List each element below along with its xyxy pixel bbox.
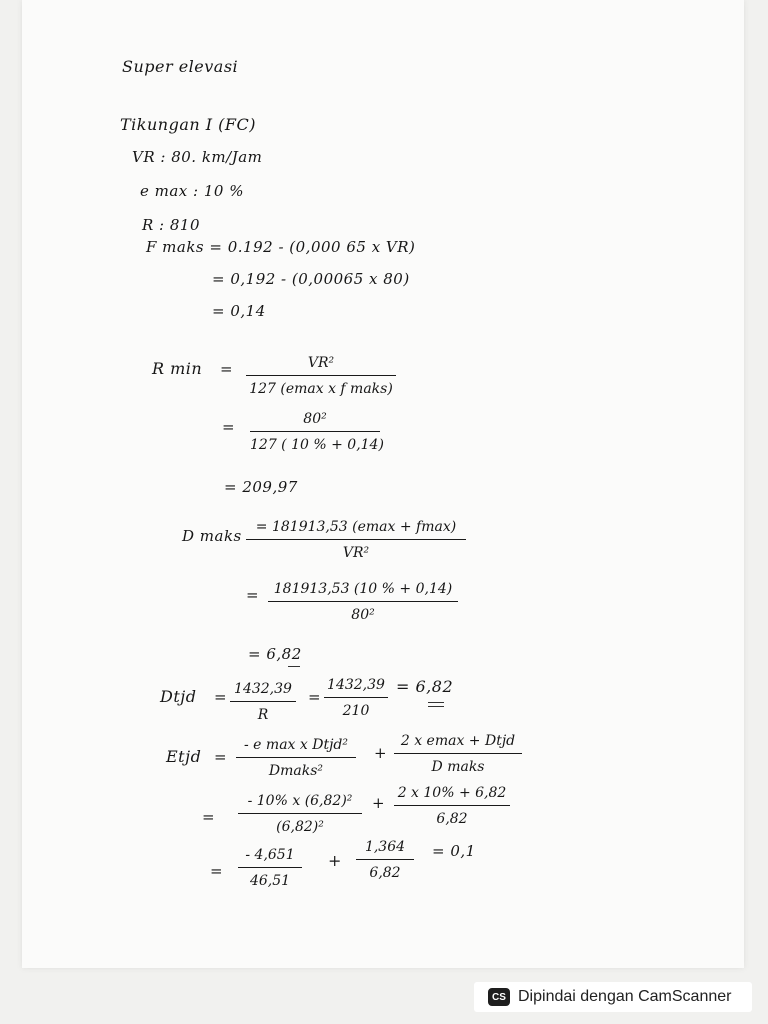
fraction-bar bbox=[238, 813, 362, 814]
rmin-fraction-1 bbox=[246, 354, 396, 398]
dtjd-fraction-2-denominator: 210 bbox=[342, 703, 370, 719]
etjd-fraction-1-numerator: - e max x Dtjd² bbox=[244, 737, 348, 753]
dtjd-fraction-2 bbox=[324, 676, 388, 720]
dmaks-equals-2: = bbox=[246, 586, 260, 604]
design-speed-line: VR : 80. km/Jam bbox=[132, 148, 263, 166]
rmin-result: = 209,97 bbox=[224, 478, 298, 496]
dtjd-equals-2: = bbox=[308, 688, 322, 706]
etjd-equals-3: = bbox=[210, 862, 224, 880]
section-heading: Tikungan I (FC) bbox=[120, 115, 256, 134]
etjd-fraction-3-denominator: (6,82)² bbox=[276, 819, 324, 835]
emax-line: e max : 10 % bbox=[140, 182, 244, 200]
rmin-fraction-1-numerator: VR² bbox=[307, 355, 335, 371]
etjd-label: Etjd bbox=[166, 747, 202, 766]
etjd-fraction-3 bbox=[238, 792, 362, 836]
etjd-plus-3: + bbox=[328, 851, 342, 870]
etjd-fraction-4 bbox=[394, 784, 510, 828]
fraction-bar bbox=[236, 757, 356, 758]
rmin-equals-1: = bbox=[220, 360, 234, 378]
etjd-fraction-5 bbox=[238, 846, 302, 890]
dtjd-fraction-2-numerator: 1432,39 bbox=[327, 677, 385, 693]
fraction-bar bbox=[356, 859, 414, 860]
etjd-plus-2: + bbox=[372, 794, 386, 812]
etjd-plus-1: + bbox=[374, 744, 388, 762]
rmin-fraction-2-numerator: 80² bbox=[303, 411, 327, 427]
camscanner-label: Dipindai dengan CamScanner bbox=[518, 988, 732, 1005]
camscanner-watermark bbox=[474, 982, 752, 1012]
page-title: Super elevasi bbox=[122, 57, 239, 76]
dtjd-equals-1: = bbox=[214, 688, 228, 706]
etjd-fraction-6-numerator: 1,364 bbox=[364, 839, 406, 855]
dtjd-fraction-1-denominator: R bbox=[257, 707, 269, 723]
etjd-fraction-1 bbox=[236, 736, 356, 780]
rmin-fraction-2-denominator: 127 ( 10 % + 0,14) bbox=[250, 437, 384, 453]
radius-line: R : 810 bbox=[142, 216, 201, 234]
dmaks-fraction-1 bbox=[246, 518, 466, 562]
dtjd-fraction-1 bbox=[230, 680, 296, 724]
dtjd-fraction-1-numerator: 1432,39 bbox=[234, 681, 292, 697]
fraction-bar bbox=[394, 805, 510, 806]
etjd-fraction-5-numerator: - 4,651 bbox=[245, 847, 295, 863]
etjd-fraction-2-denominator: D maks bbox=[431, 759, 485, 775]
etjd-fraction-4-numerator: 2 x 10% + 6,82 bbox=[397, 785, 507, 801]
fraction-bar bbox=[246, 375, 396, 376]
dmaks-label: D maks bbox=[182, 527, 242, 545]
etjd-fraction-2 bbox=[394, 732, 522, 776]
fmaks-line-3: = 0,14 bbox=[212, 302, 266, 320]
etjd-equals-1: = bbox=[214, 748, 228, 766]
fraction-bar bbox=[324, 697, 388, 698]
rmin-fraction-2 bbox=[250, 410, 384, 454]
dmaks-fraction-2-denominator: 80² bbox=[351, 607, 375, 623]
etjd-fraction-6-denominator: 6,82 bbox=[369, 865, 401, 881]
etjd-fraction-6 bbox=[356, 838, 414, 882]
fraction-bar bbox=[246, 539, 466, 540]
dtjd-label: Dtjd bbox=[160, 687, 197, 706]
fraction-bar bbox=[394, 753, 522, 754]
rmin-equals-2: = bbox=[222, 418, 236, 436]
rmin-fraction-1-denominator: 127 (emax x f maks) bbox=[249, 381, 393, 397]
camscanner-logo-icon: CS bbox=[488, 988, 510, 1006]
etjd-fraction-1-denominator: Dmaks² bbox=[268, 763, 324, 779]
fmaks-line-2: = 0,192 - (0,00065 x 80) bbox=[212, 270, 410, 288]
etjd-fraction-5-denominator: 46,51 bbox=[249, 873, 291, 889]
dtjd-result-underline-2 bbox=[428, 706, 444, 707]
dmaks-result: = 6,82 bbox=[248, 645, 302, 663]
dtjd-result-underline-1 bbox=[428, 702, 444, 703]
etjd-fraction-3-numerator: - 10% x (6,82)² bbox=[247, 793, 353, 809]
etjd-fraction-2-numerator: 2 x emax + Dtjd bbox=[400, 733, 516, 749]
fraction-bar bbox=[250, 431, 380, 432]
fraction-bar bbox=[268, 601, 458, 602]
dmaks-fraction-2 bbox=[268, 580, 458, 624]
etjd-fraction-4-denominator: 6,82 bbox=[436, 811, 468, 827]
etjd-result: = 0,1 bbox=[432, 842, 476, 860]
fmaks-line-1: F maks = 0.192 - (0,000 65 x VR) bbox=[146, 238, 416, 256]
scanned-page bbox=[22, 0, 744, 968]
dmaks-fraction-1-denominator: VR² bbox=[342, 545, 370, 561]
fraction-bar bbox=[230, 701, 296, 702]
dmaks-fraction-1-numerator: = 181913,53 (emax + fmax) bbox=[255, 519, 457, 535]
dmaks-fraction-2-numerator: 181913,53 (10 % + 0,14) bbox=[273, 581, 453, 597]
dmaks-result-underline bbox=[288, 666, 300, 667]
etjd-equals-2: = bbox=[202, 808, 216, 826]
rmin-label: R min bbox=[152, 359, 203, 378]
dtjd-result: = 6,82 bbox=[396, 677, 454, 696]
fraction-bar bbox=[238, 867, 302, 868]
